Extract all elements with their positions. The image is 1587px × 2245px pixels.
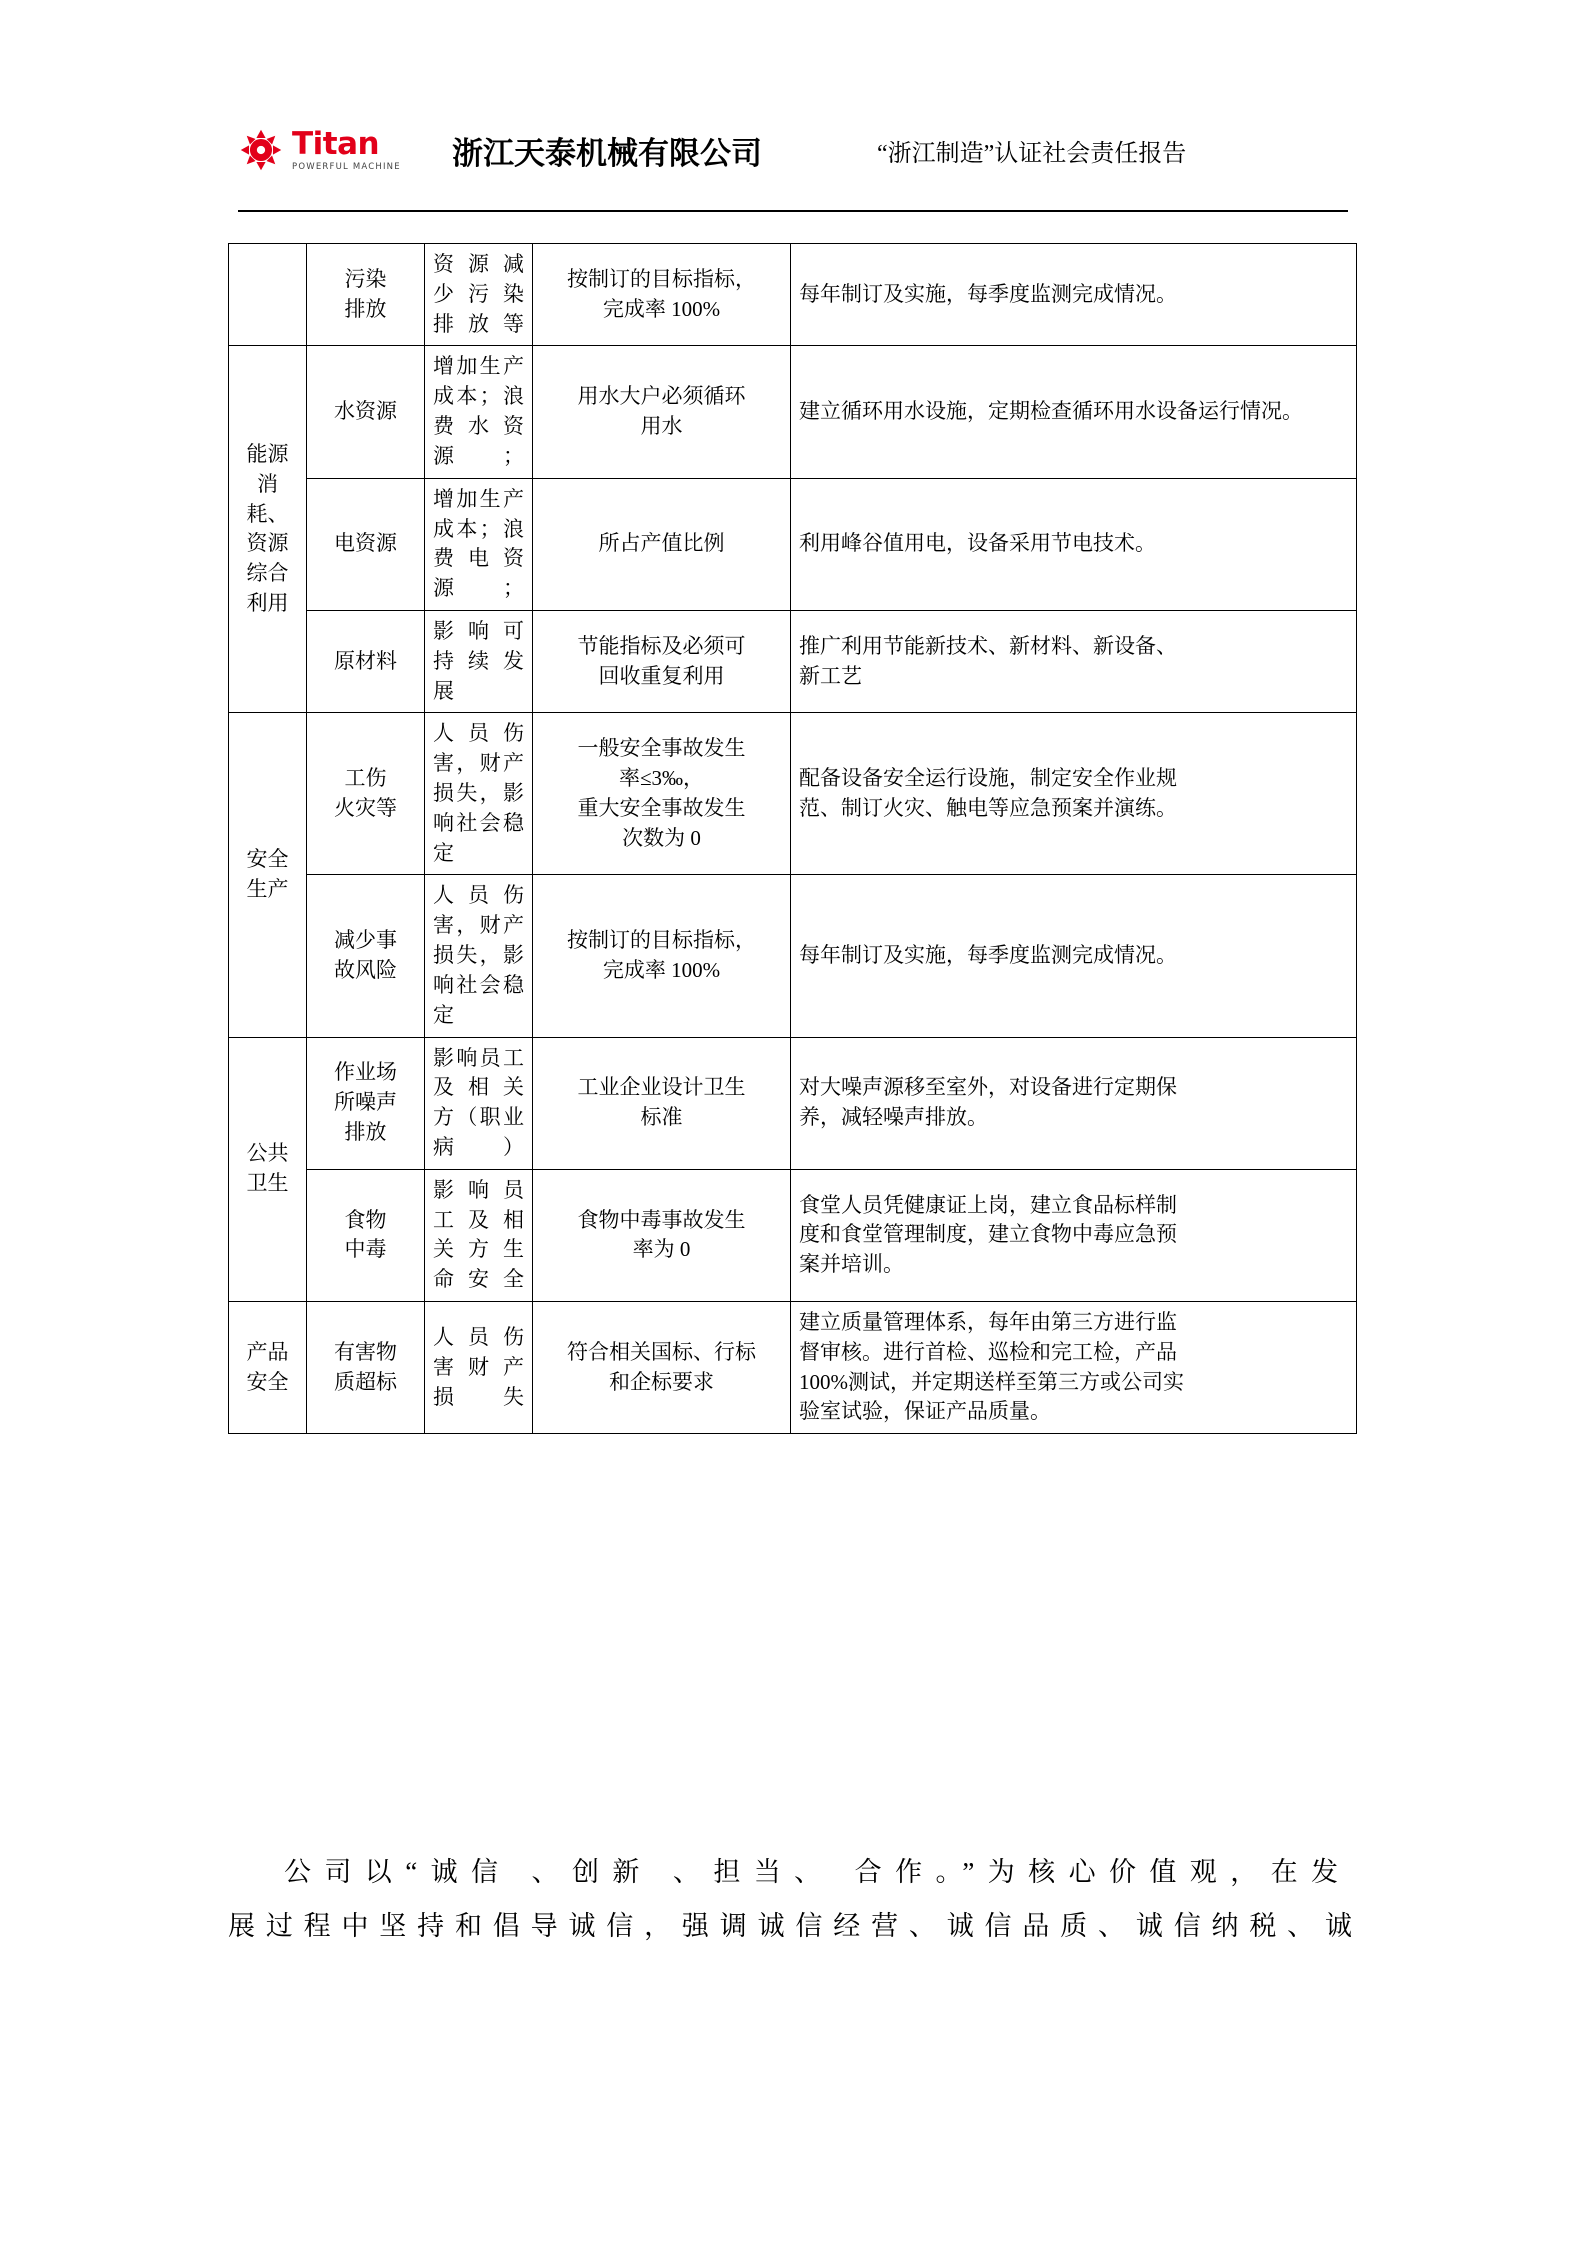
table-row bbox=[229, 1169, 1357, 1301]
row-item: 原材料 bbox=[307, 610, 425, 712]
responsibility-table bbox=[228, 243, 1357, 1434]
gear-icon bbox=[238, 127, 284, 173]
row-target: 工业企业设计卫生 标准 bbox=[533, 1037, 791, 1169]
row-target: 食物中毒事故发生 率为 0 bbox=[533, 1169, 791, 1301]
page-header bbox=[238, 105, 1437, 195]
row-risk: 资源减 少污染 排放等 bbox=[425, 244, 533, 346]
row-item: 有害物 质超标 bbox=[307, 1302, 425, 1434]
row-measure: 利用峰谷值用电，设备采用节电技术。 bbox=[791, 478, 1357, 610]
company-logo bbox=[238, 127, 438, 173]
row-measure: 每年制订及实施，每季度监测完成情况。 bbox=[791, 875, 1357, 1037]
row-risk: 增加生产 成本；浪费电资源； bbox=[425, 478, 533, 610]
row-measure: 推广利用节能新技术、新材料、新设备、 新工艺 bbox=[791, 610, 1357, 712]
row-item: 工伤 火灾等 bbox=[307, 713, 425, 875]
report-title: “浙江制造”认证社会责任报告 bbox=[877, 140, 1187, 167]
row-target: 按制订的目标指标， 完成率 100% bbox=[533, 875, 791, 1037]
logo-wordmark bbox=[292, 125, 401, 172]
row-risk: 影响员工及相关 方（职业病） bbox=[425, 1037, 533, 1169]
row-measure: 建立质量管理体系，每年由第三方进行监 督审核。进行首检、巡检和完工检，产品 100%测试，并定期送样至第三方或公司实 验室试验，保证产品质量。 bbox=[791, 1302, 1357, 1434]
row-target: 按制订的目标指标， 完成率 100% bbox=[533, 244, 791, 346]
logo-name: Titan bbox=[292, 125, 380, 162]
paragraph-line-1: 公司以“诚信 、创新 、担当、 合作。”为核心价值观，在发 bbox=[284, 1857, 1338, 1887]
row-category-public-health: 公共 卫生 bbox=[229, 1037, 307, 1302]
table-row bbox=[229, 1302, 1357, 1434]
row-measure: 食堂人员凭健康证上岗，建立食品标样制 度和食堂管理制度，建立食物中毒应急预 案并培训。 bbox=[791, 1169, 1357, 1301]
row-category-energy: 能源 消耗、 资源 综合 利用 bbox=[229, 346, 307, 713]
row-target: 节能指标及必须可 回收重复利用 bbox=[533, 610, 791, 712]
row-item: 水资源 bbox=[307, 346, 425, 478]
company-name: 浙江天泰机械有限公司 bbox=[452, 135, 762, 171]
row-risk: 影响可 持续发 展 bbox=[425, 610, 533, 712]
table-row bbox=[229, 610, 1357, 712]
row-target: 一般安全事故发生 率≤3‰， 重大安全事故发生 次数为 0 bbox=[533, 713, 791, 875]
row-category-safety: 安全 生产 bbox=[229, 713, 307, 1037]
table-row bbox=[229, 1037, 1357, 1169]
row-item: 电资源 bbox=[307, 478, 425, 610]
closing-paragraph bbox=[228, 1845, 1356, 1953]
table-row bbox=[229, 346, 1357, 478]
row-item: 作业场 所噪声 排放 bbox=[307, 1037, 425, 1169]
row-category bbox=[229, 244, 307, 346]
row-target: 用水大户必须循环 用水 bbox=[533, 346, 791, 478]
row-measure: 对大噪声源移至室外，对设备进行定期保 养，减轻噪声排放。 bbox=[791, 1037, 1357, 1169]
row-target: 所占产值比例 bbox=[533, 478, 791, 610]
row-item: 食物 中毒 bbox=[307, 1169, 425, 1301]
row-category-product-safety: 产品 安全 bbox=[229, 1302, 307, 1434]
row-measure: 建立循环用水设施，定期检查循环用水设备运行情况。 bbox=[791, 346, 1357, 478]
table-row bbox=[229, 713, 1357, 875]
header-divider bbox=[238, 210, 1348, 212]
row-risk: 人员伤 害财产 损失 bbox=[425, 1302, 533, 1434]
row-risk: 人员伤害，财产 损失，影响社会稳定 bbox=[425, 713, 533, 875]
table-row bbox=[229, 875, 1357, 1037]
logo-tagline: POWERFUL MACHINE bbox=[292, 161, 401, 172]
row-item: 减少事 故风险 bbox=[307, 875, 425, 1037]
row-item: 污染 排放 bbox=[307, 244, 425, 346]
row-target: 符合相关国标、行标 和企标要求 bbox=[533, 1302, 791, 1434]
row-risk: 影响员 工及相 关方生 命安全 bbox=[425, 1169, 533, 1301]
paragraph-line-2: 展过程中坚持和倡导诚信，强调诚信经营、诚信品质、诚信纳税、诚 bbox=[228, 1911, 1352, 1941]
row-measure: 配备设备安全运行设施，制定安全作业规 范、制订火灾、触电等应急预案并演练。 bbox=[791, 713, 1357, 875]
row-measure: 每年制订及实施，每季度监测完成情况。 bbox=[791, 244, 1357, 346]
table-row bbox=[229, 244, 1357, 346]
table-row bbox=[229, 478, 1357, 610]
row-risk: 人员伤害，财产 损失，影响社会稳定 bbox=[425, 875, 533, 1037]
row-risk: 增加生产 成本；浪费水资源； bbox=[425, 346, 533, 478]
responsibility-table-wrapper bbox=[228, 243, 1356, 1434]
